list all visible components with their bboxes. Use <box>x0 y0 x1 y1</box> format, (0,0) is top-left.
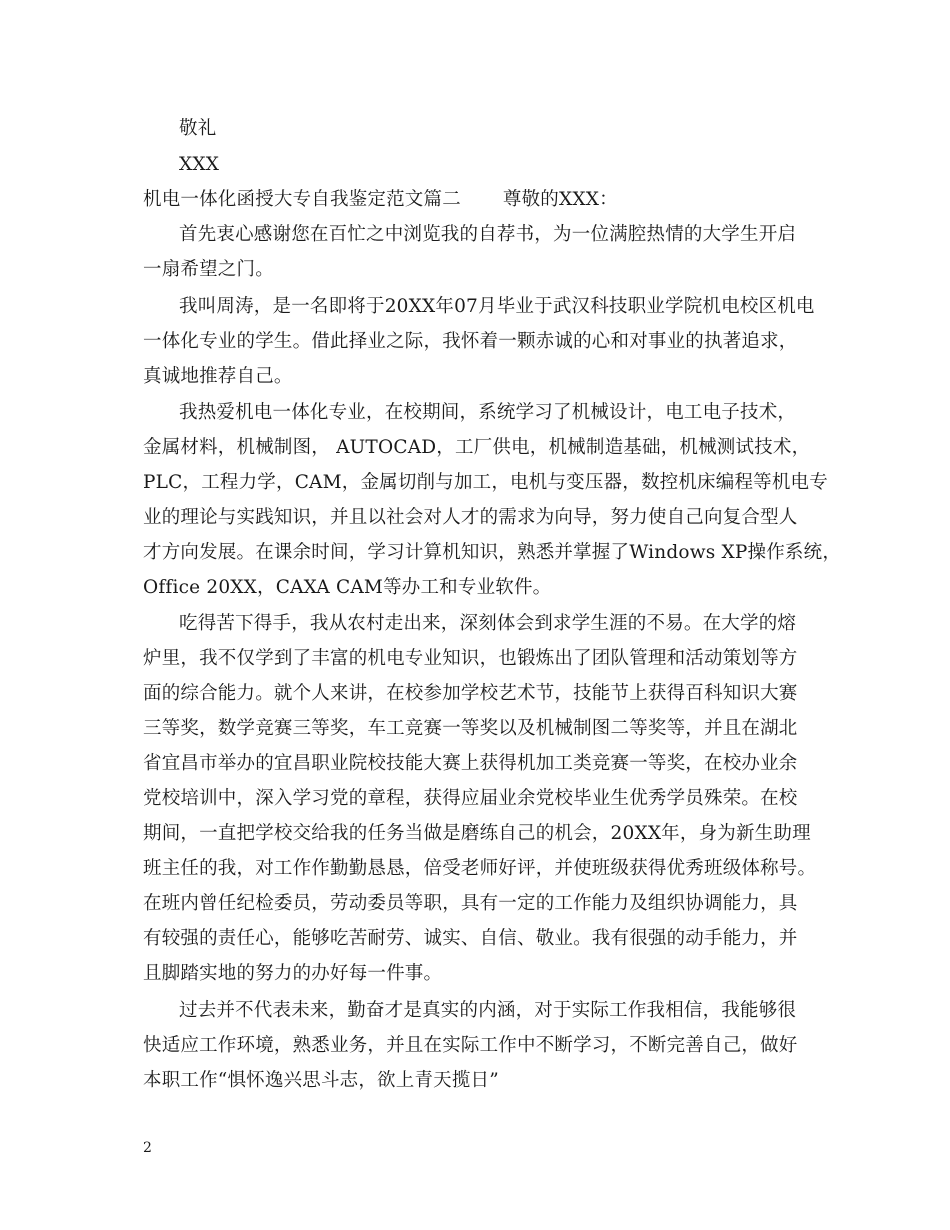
paragraph-line: Office 20XX，CAXA CAM等办工和专业软件。 <box>143 577 552 598</box>
salutation-text: 尊敬的XXX： <box>502 189 618 210</box>
paragraph-line: 首先衷心感谢您在百忙之中浏览我的自荐书，为一位满腔热情的大学生开启 <box>179 224 797 245</box>
paragraph-line: 过去并不代表未来，勤奋才是真实的内涵，对于实际工作我相信，我能够很 <box>179 1000 797 1021</box>
paragraph-line: 业的理论与实践知识，并且以社会对人才的需求为向导，努力使自己向复合型人 <box>143 507 798 528</box>
paragraph-line: 才方向发展。在课余时间，学习计算机知识，熟悉并掌握了Windows XP操作系统， <box>143 542 842 563</box>
heading-line <box>143 189 618 211</box>
paragraph-line: 本职工作“惧怀逸兴思斗志，欲上青天揽日” <box>143 1070 499 1091</box>
paragraph-line: 期间，一直把学校交给我的任务当做是磨练自己的机会，20XX年，身为新生助理 <box>143 823 811 844</box>
page-number: 2 <box>143 1140 152 1156</box>
signature-text: XXX <box>179 154 220 175</box>
paragraph-line: 一扇希望之门。 <box>143 259 274 280</box>
paragraph-line: 快适应工作环境，熟悉业务，并且在实际工作中不断学习，不断完善自己，做好 <box>143 1035 798 1056</box>
paragraph-line: 真诚地推荐自己。 <box>143 366 293 387</box>
paragraph-line: 金属材料，机械制图， AUTOCAD，工厂供电，机械制造基础，机械测试技术， <box>143 437 811 458</box>
paragraph-line: 一体化专业的学生。借此择业之际，我怀着一颗赤诚的心和对事业的执著追求， <box>143 331 798 352</box>
paragraph-line: 且脚踏实地的努力的办好每一件事。 <box>143 963 443 984</box>
paragraph-line: 班主任的我，对工作作勤勤恳恳，倍受老师好评，并使班级获得优秀班级体称号。 <box>143 858 817 879</box>
paragraph-line: 炉里，我不仅学到了丰富的机电专业知识，也锻炼出了团队管理和活动策划等方 <box>143 648 798 669</box>
paragraph-line: 吃得苦下得手，我从农村走出来，深刻体会到求学生涯的不易。在大学的熔 <box>179 613 797 634</box>
paragraph-line: 我叫周涛，是一名即将于20XX年07月毕业于武汉科技职业学院机电校区机电 <box>179 296 815 317</box>
closing-text: 敬礼 <box>179 118 217 139</box>
paragraph-line: 我热爱机电一体化专业，在校期间，系统学习了机械设计，电工电子技术， <box>179 402 797 423</box>
paragraph-line: 在班内曾任纪检委员，劳动委员等职，具有一定的工作能力及组织协调能力，具 <box>143 893 798 914</box>
paragraph-line: 省宜昌市举办的宜昌职业院校技能大赛上获得机加工类竞赛一等奖，在校办业余 <box>143 753 798 774</box>
paragraph-line: 有较强的责任心，能够吃苦耐劳、诚实、自信、敬业。我有很强的动手能力，并 <box>143 928 798 949</box>
paragraph-line: PLC，工程力学，CAM，金属切削与加工，电机与变压器，数控机床编程等机电专 <box>143 472 828 493</box>
paragraph-line: 党校培训中，深入学习党的章程，获得应届业余党校毕业生优秀学员殊荣。在校 <box>143 788 798 809</box>
document-heading: 机电一体化函授大专自我鉴定范文篇二 <box>143 189 461 210</box>
paragraph-line: 面的综合能力。就个人来讲，在校参加学校艺术节，技能节上获得百科知识大赛 <box>143 683 798 704</box>
paragraph-line: 三等奖，数学竞赛三等奖，车工竞赛一等奖以及机械制图二等奖等，并且在湖北 <box>143 718 798 739</box>
